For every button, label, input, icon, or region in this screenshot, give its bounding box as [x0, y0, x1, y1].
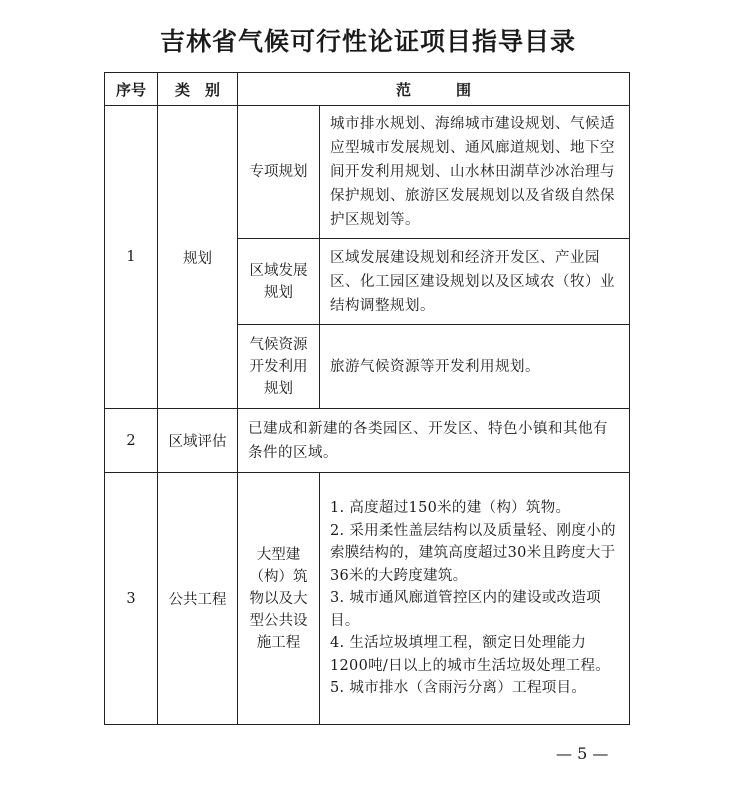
table-row	[105, 409, 630, 473]
row-seq: 2	[105, 409, 158, 473]
header-seq: 序号	[105, 73, 158, 106]
scope-text: 已建成和新建的各类园区、开发区、特色小镇和其他有条件的区域。	[238, 409, 630, 473]
sub-category: 区域发展规划	[238, 239, 320, 325]
scope-list	[320, 473, 630, 725]
table-row	[105, 106, 630, 239]
row-category: 区域评估	[158, 409, 238, 473]
page-number: — 5 —	[556, 744, 609, 763]
row-category: 公共工程	[158, 473, 238, 725]
row-seq: 3	[105, 473, 158, 725]
list-item: 4. 生活垃圾填埋工程，额定日处理能力1200吨/日以上的城市生活垃圾处理工程。	[330, 635, 611, 674]
row-seq: 1	[105, 106, 158, 409]
document-title: 吉林省气候可行性论证项目指导目录	[159, 27, 576, 56]
header-scope: 范 围	[238, 73, 630, 106]
sub-category: 气候资源开发利用规划	[238, 325, 320, 409]
list-item: 1. 高度超过150米的建（构）筑物。	[330, 500, 571, 517]
table-row	[105, 473, 630, 725]
list-item: 5. 城市排水（含雨污分离）工程项目。	[330, 680, 587, 697]
scope-text: 区域发展建设规划和经济开发区、产业园区、化工园区建设规划以及区域农（牧）业结构调整规划。	[320, 239, 630, 325]
list-item: 3. 城市通风廊道管控区内的建设或改造项目。	[330, 590, 601, 629]
list-item: 2. 采用柔性盖层结构以及质量轻、刚度小的索膜结构的，建筑高度超过30米且跨度大于36米的大跨度建筑。	[330, 522, 616, 584]
scope-text: 城市排水规划、海绵城市建设规划、气候适应型城市发展规划、通风廊道规划、地下空间开发利用规划、山水林田湖草沙冰治理与保护规划、旅游区发展规划以及省级自然保护区规划等。	[320, 106, 630, 239]
sub-category: 专项规划	[238, 106, 320, 239]
project-directory-table	[104, 72, 630, 725]
table-header-row	[105, 73, 630, 106]
row-category: 规划	[158, 106, 238, 409]
scope-text: 旅游气候资源等开发利用规划。	[320, 325, 630, 409]
header-category: 类 别	[158, 73, 238, 106]
sub-category: 大型建（构）筑物以及大型公共设施工程	[238, 473, 320, 725]
